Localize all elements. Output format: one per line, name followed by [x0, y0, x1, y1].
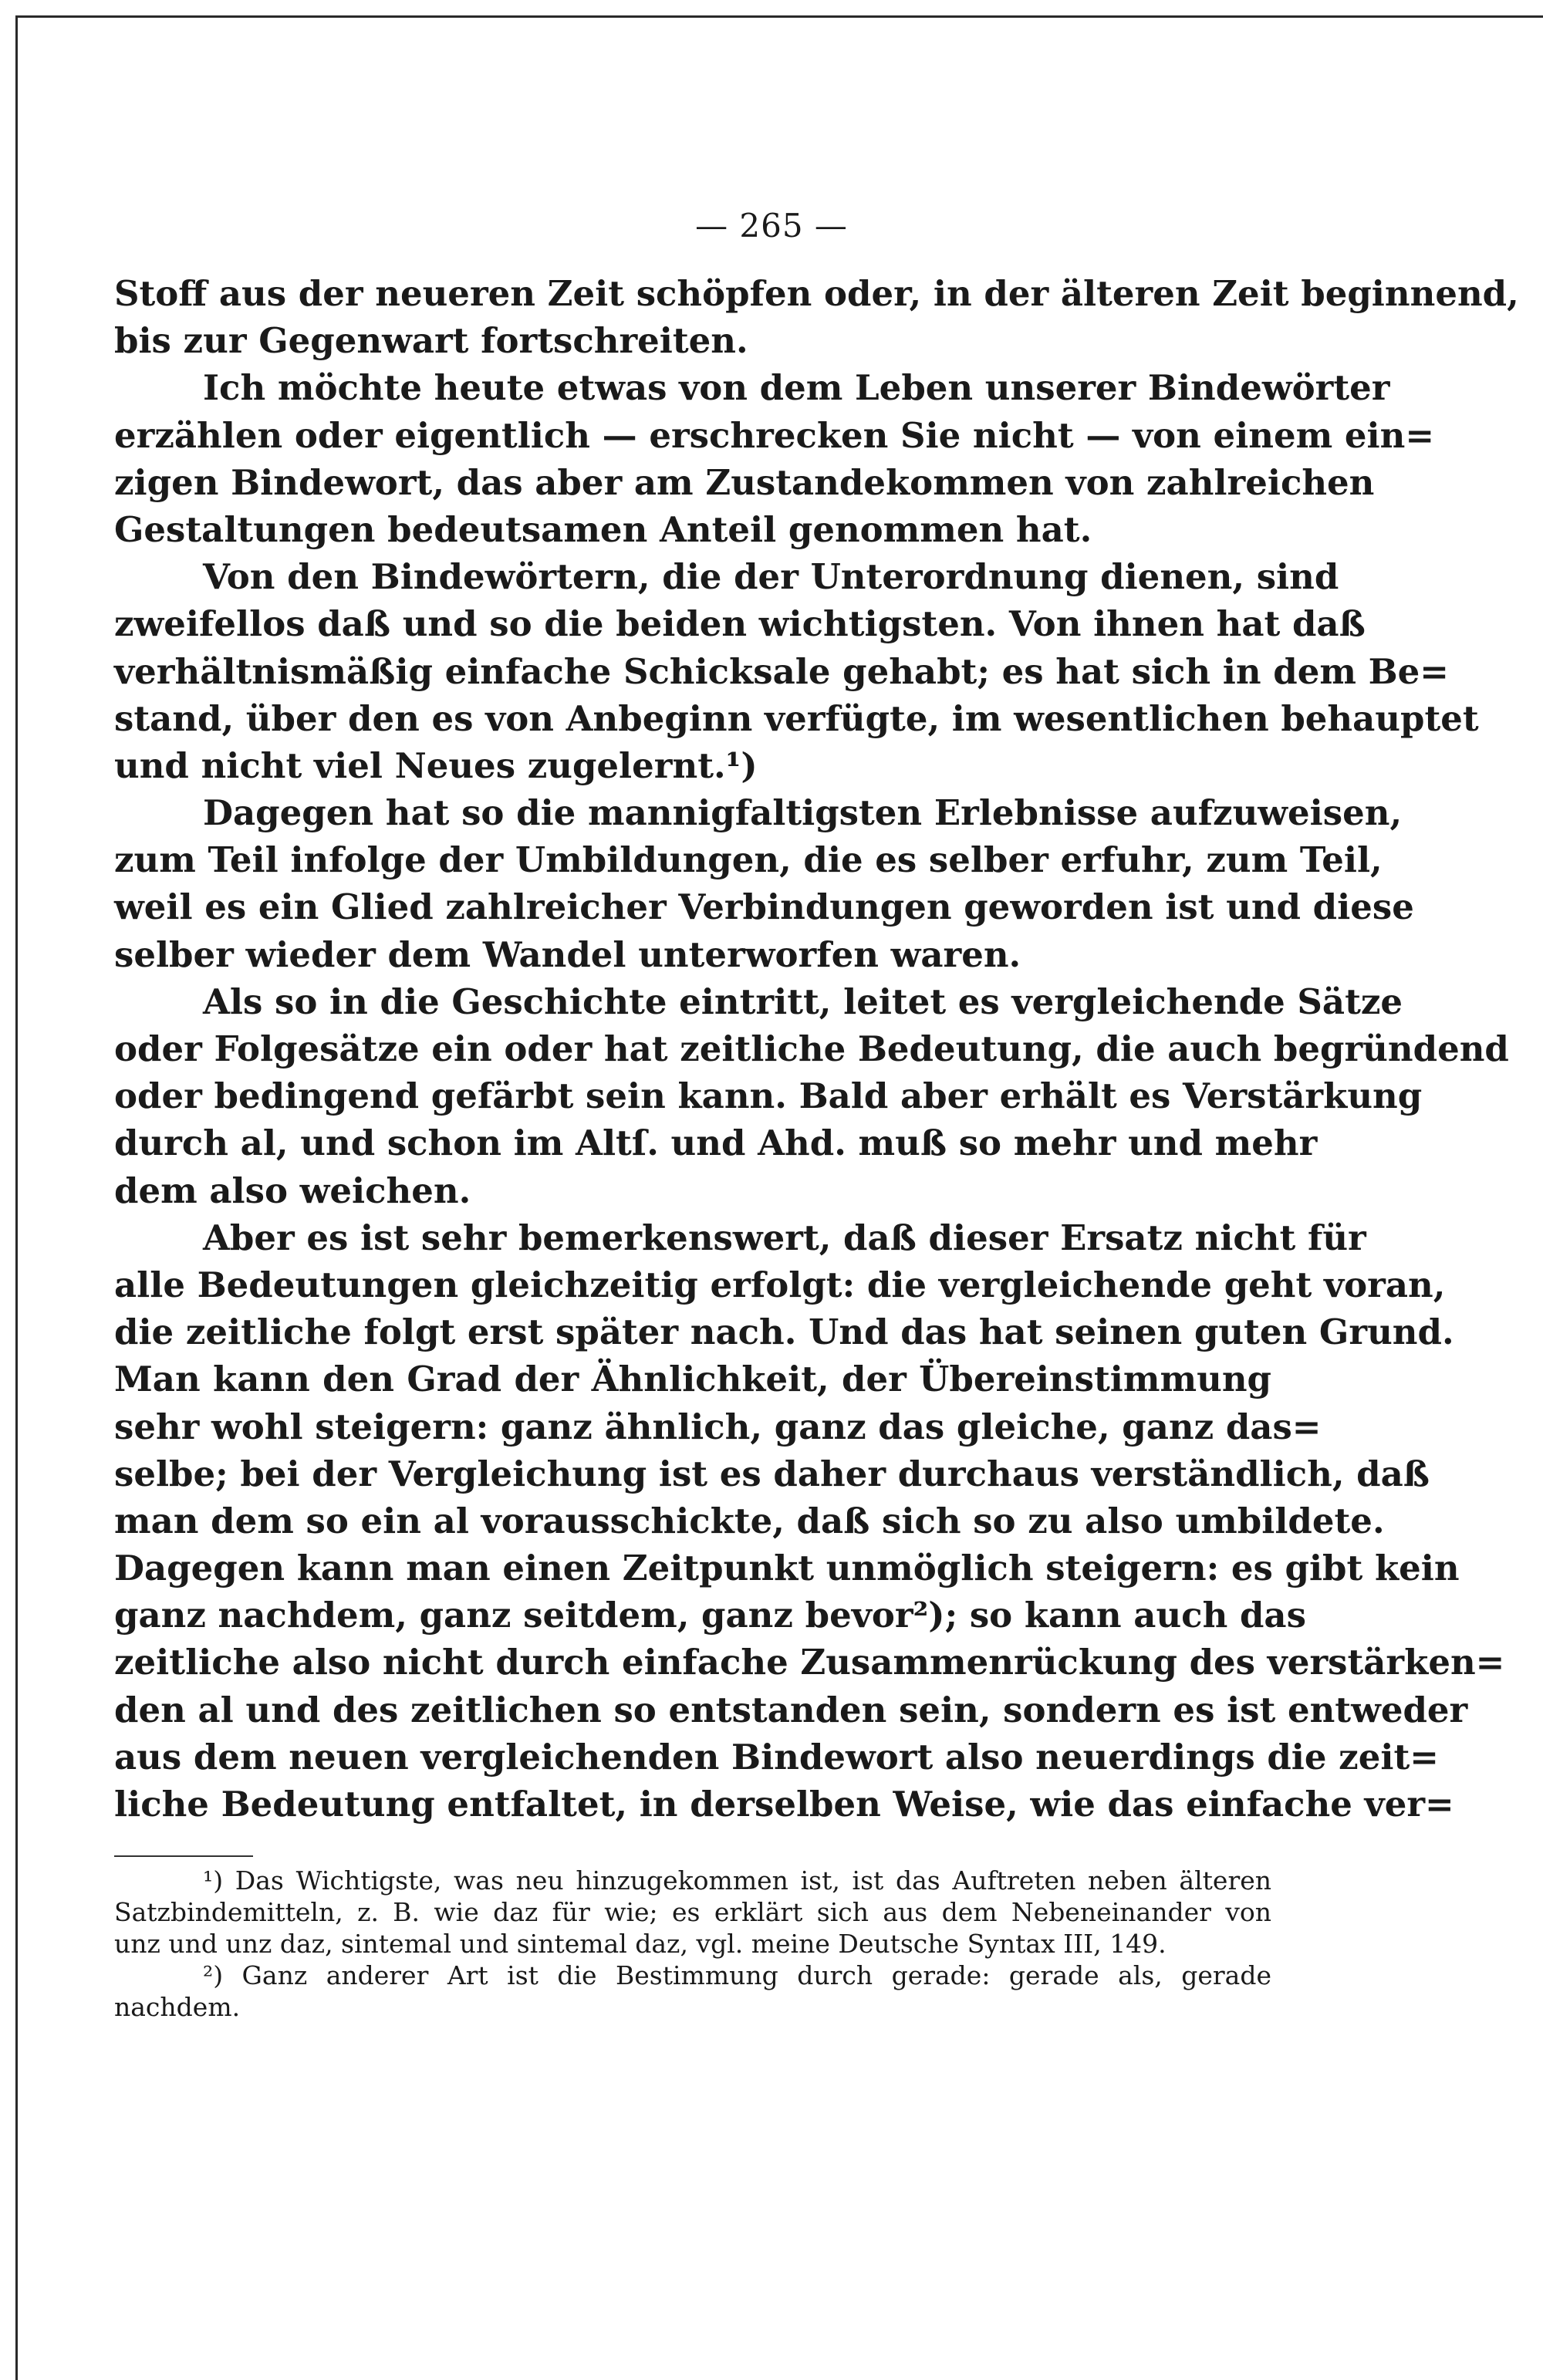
text-line: verhältnismäßig einfache Schicksale gehabt; es hat sich in dem Be= [114, 650, 1450, 692]
text-line: Man kann den Grad der Ähnlichkeit, der Übereinstimmung [114, 1359, 1271, 1400]
text-line: und nicht viel Neues zugelernt.¹) [114, 744, 758, 786]
footnote-rule [114, 1855, 253, 1857]
footnote-line: nachdem. [114, 1992, 241, 2022]
text-line: zeitliche also nicht durch einfache Zusammenrückung des verstärken= [114, 1642, 1505, 1683]
text-line: Stoff aus der neueren Zeit schöpfen oder, in der älteren Zeit beginnend, [114, 273, 1519, 314]
text-line: durch al, und schon im Altſ. und Ahd. muß so mehr und mehr [114, 1122, 1318, 1164]
text-line: man dem so ein al vorausschickte, daß sich so zu also umbildete. [114, 1500, 1385, 1541]
text-line: zweifellos daß und so die beiden wichtigsten. Von ihnen hat daß [114, 603, 1366, 645]
footnote-line: Satzbindemitteln, z. B. wie daz für wie; es erklärt sich aus dem Nebeneinander von [114, 1897, 1271, 1927]
text-line: zigen Bindewort, das aber am Zustandekommen von zahlreichen [114, 461, 1375, 503]
text-line: Gestaltungen bedeutsamen Anteil genommen hat. [114, 508, 1092, 550]
page-number: — 265 — [695, 207, 848, 245]
text-line: aus dem neuen vergleichenden Bindewort also neuerdings die zeit= [114, 1736, 1439, 1777]
text-line: oder Folgesätze ein oder hat zeitliche Bedeutung, die auch begründend [114, 1028, 1509, 1069]
text-line: die zeitliche folgt erst später nach. Und das hat seinen guten Grund. [114, 1312, 1454, 1353]
text-line: alle Bedeutungen gleichzeitig erfolgt: die vergleichende geht voran, [114, 1264, 1446, 1305]
text-line: dem also weichen. [114, 1170, 471, 1211]
text-line: liche Bedeutung entfaltet, in derselben Weise, wie das einfache ver= [114, 1784, 1454, 1825]
text-line: selbe; bei der Vergleichung ist es daher durchaus verständlich, daß [114, 1453, 1430, 1494]
text-line: bis zur Gegenwart fortschreiten. [114, 320, 748, 362]
text-line: Von den Bindewörtern, die der Unterordnung dienen, sind [203, 556, 1339, 598]
text-line: selber wieder dem Wandel unterworfen waren. [114, 933, 1021, 975]
text-line: stand, über den es von Anbeginn verfügte, im wesentlichen behauptet [114, 697, 1479, 739]
text-line: Aber es ist sehr bemerkenswert, daß dieser Ersatz nicht für [203, 1217, 1366, 1258]
scan-edge-top [15, 15, 1543, 18]
text-line: den al und des zeitlichen so entstanden sein, sondern es ist entweder [114, 1689, 1468, 1730]
footnotes [114, 1855, 1271, 2023]
scan-edge-left [15, 15, 18, 2380]
text-line: Als so in die Geschichte eintritt, leitet es vergleichende Sätze [203, 981, 1403, 1022]
text-line: oder bedingend gefärbt sein kann. Bald aber erhält es Verstärkung [114, 1075, 1423, 1117]
text-line: ganz nachdem, ganz seitdem, ganz bevor²); so kann auch das [114, 1595, 1306, 1636]
text-line: Ich möchte heute etwas von dem Leben unserer Bindewörter [203, 367, 1390, 409]
footnote-list [114, 1865, 1271, 2023]
body-text [114, 270, 1519, 1828]
text-line: Dagegen hat so die mannigfaltigsten Erlebnisse aufzuweisen, [203, 792, 1403, 834]
footnote-line: ¹) Das Wichtigste, was neu hinzugekommen ist, ist das Auftreten neben älteren [203, 1865, 1271, 1896]
footnote-line: ²) Ganz anderer Art ist die Bestimmung durch gerade: gerade als, gerade [203, 1960, 1271, 1990]
text-line: weil es ein Glied zahlreicher Verbindungen geworden ist und diese [114, 886, 1414, 928]
text-line: erzählen oder eigentlich — erschrecken Sie nicht — von einem ein= [114, 414, 1435, 456]
text-line: zum Teil infolge der Umbildungen, die es selber erfuhr, zum Teil, [114, 839, 1383, 881]
text-line: sehr wohl steigern: ganz ähnlich, ganz das gleiche, ganz das= [114, 1406, 1322, 1447]
text-line: Dagegen kann man einen Zeitpunkt unmöglich steigern: es gibt kein [114, 1548, 1460, 1589]
footnote-line: unz und unz daz, sintemal und sintemal daz, vgl. meine Deutsche Syntax III, 149. [114, 1929, 1167, 1959]
